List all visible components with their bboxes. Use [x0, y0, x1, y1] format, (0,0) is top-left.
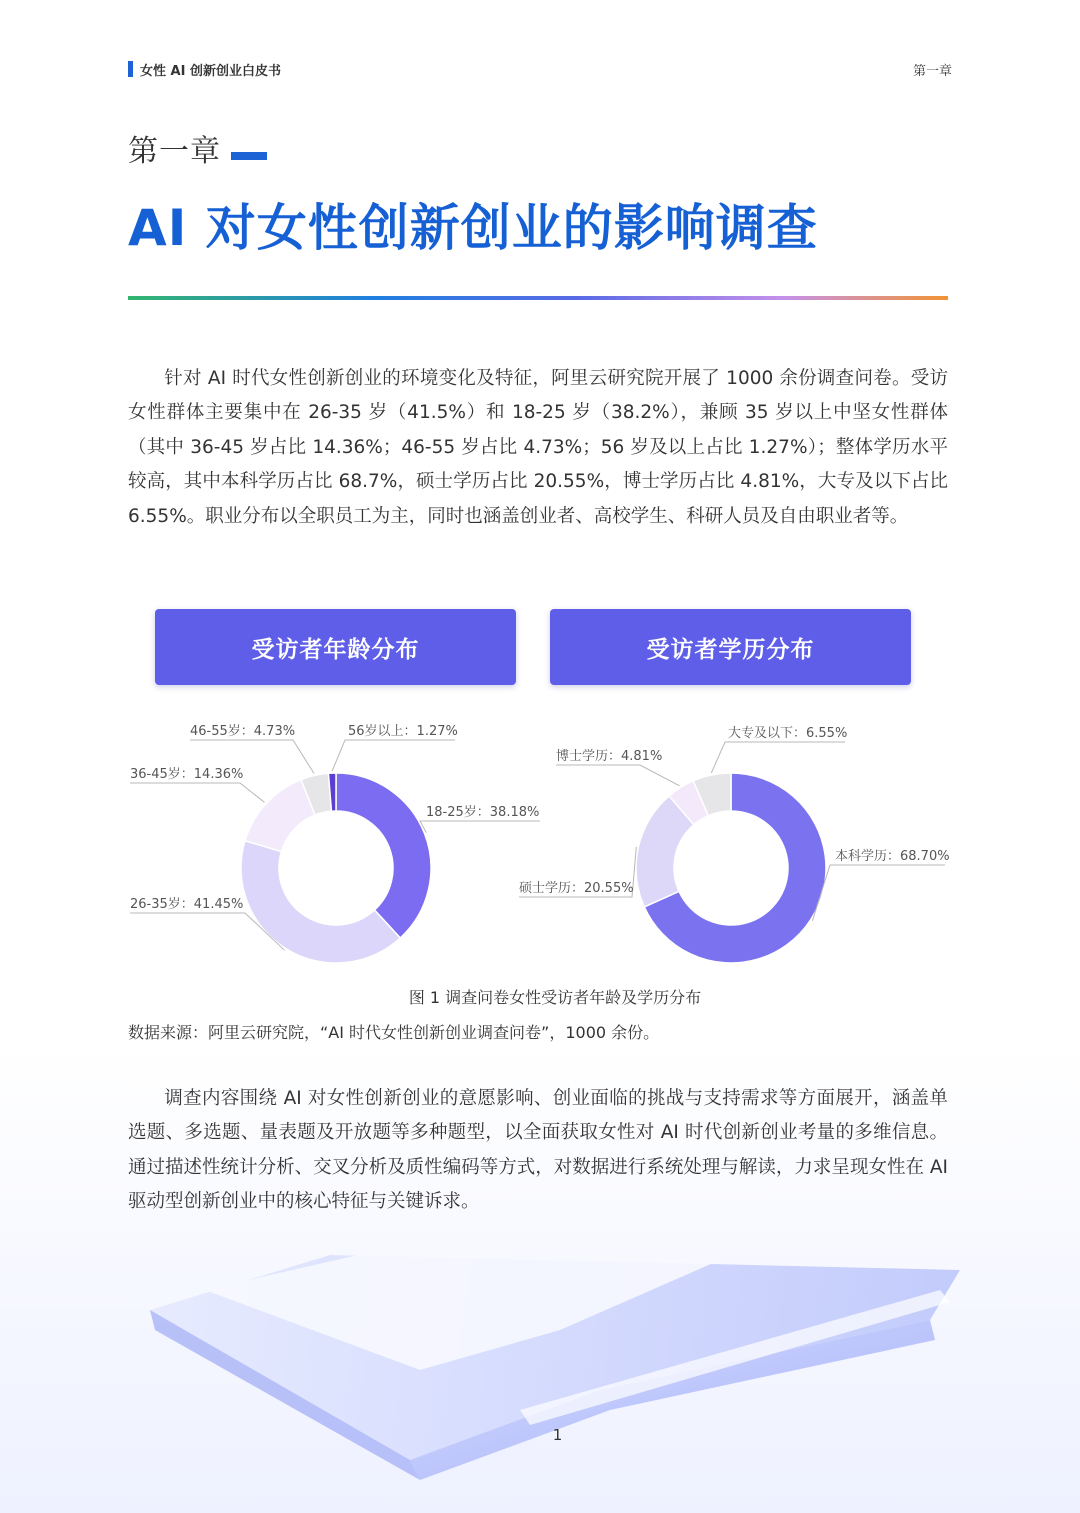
age-distribution-heading: 受访者年龄分布 — [155, 609, 516, 685]
leader-line — [711, 742, 845, 773]
slice-label: 博士学历：4.81% — [556, 749, 663, 764]
slice-label: 46-55岁：4.73% — [190, 724, 296, 739]
data-source-note: 数据来源：阿里云研究院，“AI 时代女性创新创业调查问卷”，1000 余份。 — [128, 1023, 660, 1042]
chapter-accent-dash — [231, 152, 267, 160]
education-donut-chart — [519, 725, 950, 963]
donut-slice — [241, 841, 400, 963]
leader-line — [332, 740, 455, 771]
title-gradient-divider — [128, 296, 948, 300]
header-document-title: 女性 AI 创新创业白皮书 — [140, 64, 281, 79]
header-accent-bar — [128, 61, 133, 77]
slice-label: 56岁以上：1.27% — [348, 724, 458, 739]
slice-label: 18-25岁：38.18% — [426, 805, 540, 820]
slice-label: 硕士学历：20.55% — [519, 881, 634, 896]
donut-slice — [336, 773, 431, 938]
leader-line — [420, 821, 540, 833]
education-distribution-heading: 受访者学历分布 — [550, 609, 911, 685]
header-chapter-label: 第一章 — [912, 64, 952, 79]
chapter-title: AI 对女性创新创业的影响调查 — [128, 199, 818, 257]
method-paragraph — [128, 1082, 948, 1220]
age-donut-chart — [130, 723, 540, 963]
leader-line — [812, 865, 945, 921]
donut-charts — [0, 700, 1080, 980]
figure-caption: 图 1 调查问卷女性受访者年龄及学历分布 — [408, 988, 702, 1007]
slice-label: 26-35岁：41.45% — [130, 897, 244, 912]
leader-line — [556, 765, 680, 786]
slice-label: 大专及以下：6.55% — [728, 726, 848, 741]
page-number: 1 — [552, 1426, 563, 1444]
chapter-label: 第一章 — [128, 134, 221, 169]
intro-paragraph-text: 针对 AI 时代女性创新创业的环境变化及特征，阿里云研究院开展了 1000 余份调查问卷。受访女性群体主要集中在 26-35 岁（41.5%）和 18-25 岁（38.2%），兼顾 35 岁以上中坚女性群体（其中 36-45 岁占比 14.36%；46-55 岁占比 4.73%；56 岁及以上占比 1.27%）；整体学历水平较高，其中本科学历占比 68.7%，硕士学历占比 20.55%，博士学历占比 4.81%，大专及以下占比 6.55%。职业分布以全职员工为主，同时也涵盖创业者、高校学生、科研人员及自由职业者等。 — [128, 368, 948, 527]
slice-label: 本科学历：68.70% — [835, 849, 950, 864]
leader-line — [130, 783, 265, 802]
intro-paragraph — [128, 362, 948, 534]
slice-label: 36-45岁：14.36% — [130, 767, 244, 782]
method-paragraph-text: 调查内容围绕 AI 对女性创新创业的意愿影响、创业面临的挑战与支持需求等方面展开，涵盖单选题、多选题、量表题及开放题等多种题型，以全面获取女性对 AI 时代创新创业考量的多维信息。通过描述性统计分析、交叉分析及质性编码等方式，对数据进行系统处理与解读，力求呈现女性在 AI 驱动型创新创业中的核心特征与关键诉求。 — [128, 1088, 948, 1213]
